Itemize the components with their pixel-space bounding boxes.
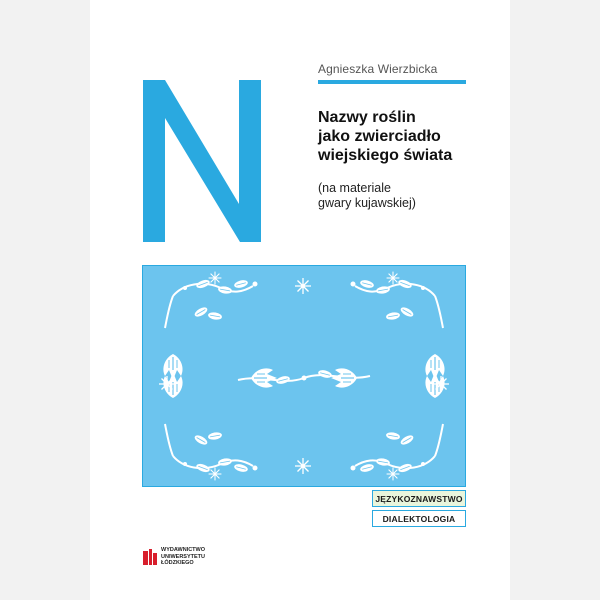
subtitle-line: (na materiale <box>318 181 391 195</box>
publisher-line: ŁÓDZKIEGO <box>161 560 194 566</box>
title-line: wiejskiego świata <box>318 147 453 164</box>
book-subtitle <box>318 181 488 211</box>
author-name: Agnieszka Wierzbicka <box>318 62 438 76</box>
corner-ornament-top-left <box>163 278 257 380</box>
publisher-line: UNIWERSYTETU <box>161 553 205 560</box>
book-title <box>318 108 488 165</box>
publisher-line: WYDAWNICTWO <box>161 547 205 553</box>
wu-logo-icon <box>143 549 157 565</box>
author-rule <box>318 80 466 84</box>
tag-linguistics: JĘZYKOZNAWSTWO <box>372 490 466 507</box>
tag-dialectology: DIALEKTOLOGIA <box>372 510 466 527</box>
big-letter-n <box>143 80 261 242</box>
ornament-panel <box>142 265 466 487</box>
publisher-name <box>161 547 205 567</box>
title-line: Nazwy roślin <box>318 109 416 126</box>
folk-ornament-icon <box>143 266 465 486</box>
title-line: jako zwierciadło <box>318 128 441 145</box>
subtitle-line: gwary kujawskiej) <box>318 196 416 210</box>
publisher-block <box>143 547 205 567</box>
